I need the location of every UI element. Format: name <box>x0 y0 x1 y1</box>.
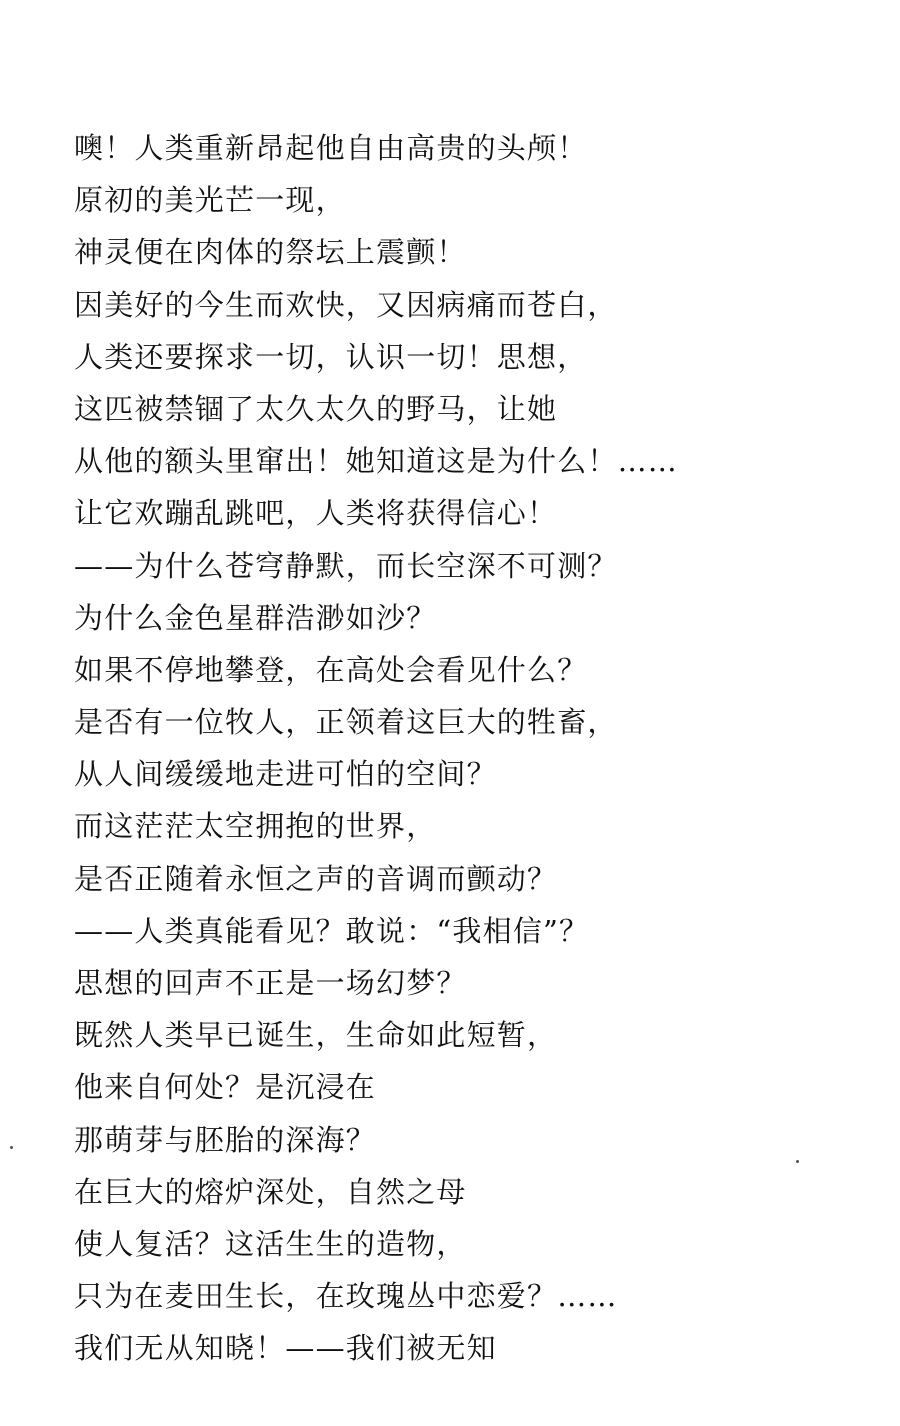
poem-line-7: 从他的额头里窜出！她知道这是为什么！…… <box>74 444 679 479</box>
scan-speck <box>10 1146 13 1149</box>
poem-line-8: 让它欢蹦乱跳吧，人类将获得信心！ <box>74 496 558 531</box>
poem-line-15: 是否正随着永恒之声的音调而颤动？ <box>74 861 558 896</box>
poem-line-20: 那萌芽与胚胎的深海？ <box>74 1122 377 1157</box>
poem-line-1: 噢！人类重新昂起他自由高贵的头颅！ <box>74 131 588 165</box>
poem-line-17: 思想的回声不正是一场幻梦？ <box>74 966 467 1000</box>
poem-line-24: 我们无从知晓！——我们被无知 <box>74 1331 497 1366</box>
poem-line-22: 使人复活？这活生生的造物， <box>74 1226 467 1261</box>
poem-line-2: 原初的美光芒一现， <box>74 183 346 218</box>
poem-line-21: 在巨大的熔炉深处，自然之母 <box>74 1174 467 1209</box>
poem-line-11: 如果不停地攀登，在高处会看见什么？ <box>74 652 588 687</box>
poem-line-13: 从人间缓缓地走进可怕的空间？ <box>74 757 497 792</box>
poem-line-12: 是否有一位牧人，正领着这巨大的牲畜， <box>74 705 618 740</box>
scan-speck <box>796 1160 799 1163</box>
poem-line-16: ——人类真能看见？敢说：“我相信”？ <box>74 913 590 948</box>
poem-line-4: 因美好的今生而欢快，又因病痛而苍白， <box>74 287 618 322</box>
poem-line-14: 而这茫茫太空拥抱的世界， <box>74 809 437 844</box>
poem-line-18: 既然人类早已诞生，生命如此短暂， <box>74 1018 558 1053</box>
poem-line-6: 这匹被禁锢了太久太久的野马，让她 <box>74 391 558 426</box>
poem-line-10: 为什么金色星群浩渺如沙？ <box>74 600 437 635</box>
poem-text <box>74 122 874 1375</box>
poem-line-9: ——为什么苍穹静默，而长空深不可测？ <box>74 548 618 583</box>
poem-line-3: 神灵便在肉体的祭坛上震颤！ <box>74 235 467 270</box>
poem-line-23: 只为在麦田生长，在玫瑰丛中恋爱？…… <box>74 1279 618 1314</box>
poem-line-19: 他来自何处？是沉浸在 <box>74 1070 377 1105</box>
poem-line-5: 人类还要探求一切，认识一切！思想， <box>74 339 588 374</box>
